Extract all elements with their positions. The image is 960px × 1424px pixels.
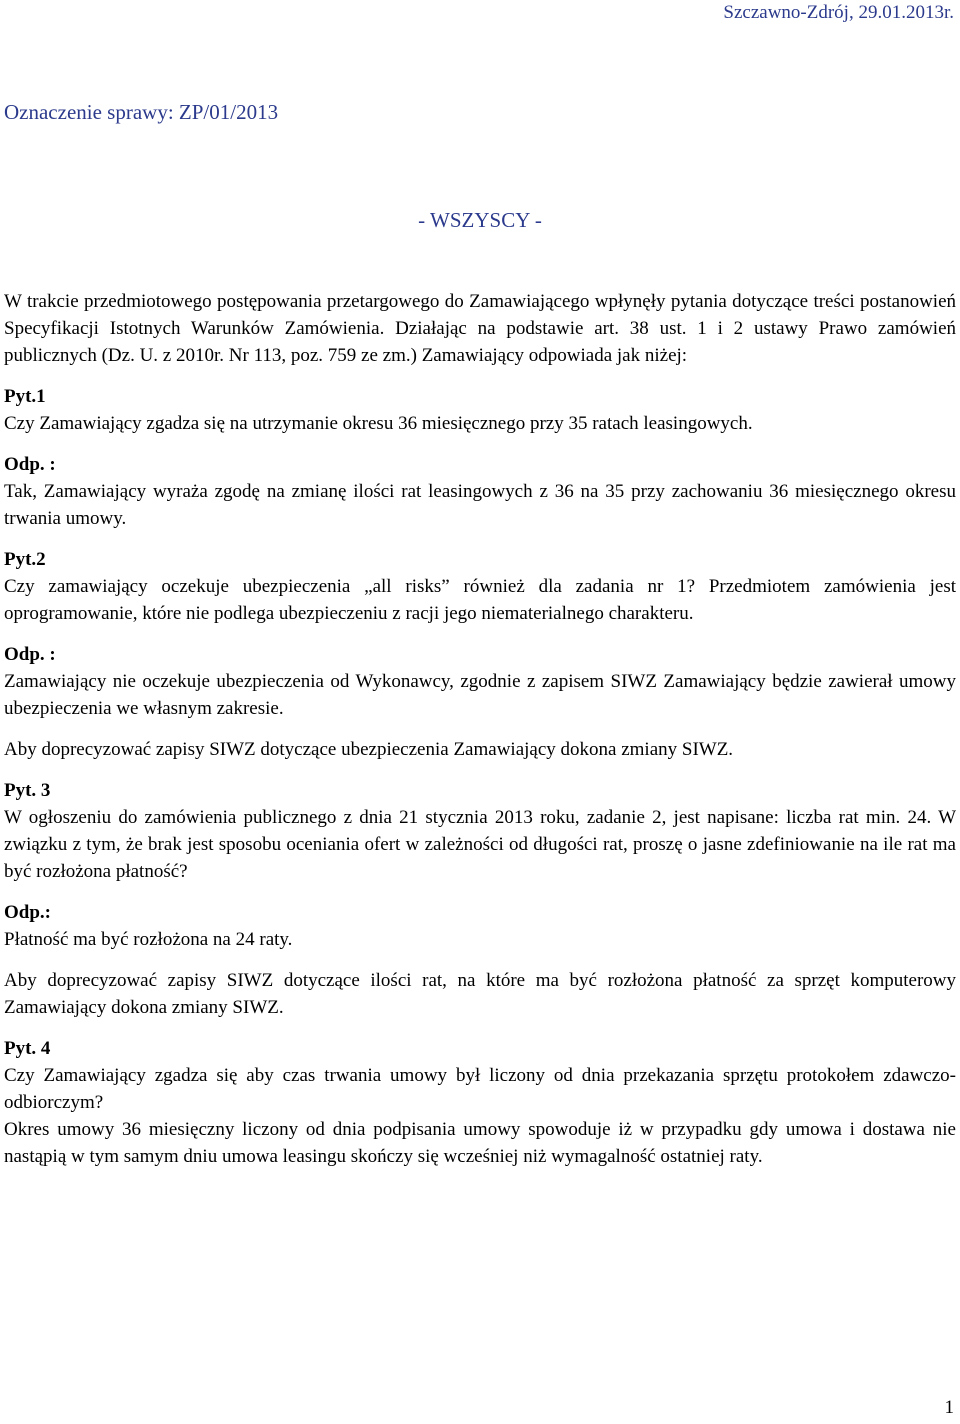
answer-label: Odp. : (4, 454, 56, 475)
question-text: Czy Zamawiający zgadza się na utrzymanie okresu 36 miesięcznego przy 35 ratach leasingowych. (4, 413, 753, 434)
answer-label: Odp.: (4, 902, 51, 923)
qa-block-4 (4, 1035, 956, 1170)
answer-text: Okres umowy 36 miesięczny liczony od dnia podpisania umowy spowoduje iż w przypadku gdy umowa i dostawa nie nastąpią w tym samym dniu umowa leasingu skończy się wcześniej niż wymagalność ostatniej raty. (4, 1119, 956, 1167)
qa-block-3 (4, 777, 956, 1021)
question-text: W ogłoszeniu do zamówienia publicznego z dnia 21 stycznia 2013 roku, zadanie 2, jest napisane: liczba rat min. 24. W związku z tym, że brak jest sposobu oceniania ofert w zależności od długości rat, proszę o jasne zdefiniowanie na ile rat ma być rozłożona płatność? (4, 807, 956, 882)
answer-text: Zamawiający nie oczekuje ubezpieczenia od Wykonawcy, zgodnie z zapisem SIWZ Zamawiający będzie zawierał umowy ubezpieczenia we własnym zakresie. (4, 671, 956, 719)
intro-text: W trakcie przedmiotowego postępowania przetargowego do Zamawiającego wpłynęły pytania dotyczące treści postanowień Specyfikacji Istotnych Warunków Zamówienia. Działając na podstawie art. 38 ust. 1 i 2 ustawy Prawo zamówień publicznych (Dz. U. z 2010r. Nr 113, poz. 759 ze zm.) Zamawiający odpowiada jak niżej: (4, 291, 956, 366)
qa-block-2 (4, 546, 956, 763)
page-number: 1 (944, 1397, 954, 1418)
question-text: Czy zamawiający oczekuje ubezpieczenia „all risks” również dla zadania nr 1? Przedmiotem zamówienia jest oprogramowanie, które nie podlega ubezpieczeniu z racji jego niematerialnego charakteru. (4, 576, 956, 624)
question-label: Pyt. 3 (4, 780, 51, 801)
question-label: Pyt.1 (4, 386, 46, 407)
addressee-heading: - WSZYSCY - (418, 208, 542, 232)
answer-text: Tak, Zamawiający wyraża zgodę na zmianę ilości rat leasingowych z 36 na 35 przy zachowaniu 36 miesięcznego okresu trwania umowy. (4, 481, 956, 529)
answer-note: Aby doprecyzować zapisy SIWZ dotyczące ubezpieczenia Zamawiający dokona zmiany SIWZ. (4, 739, 734, 760)
document-date: Szczawno-Zdrój, 29.01.2013r. (723, 2, 954, 23)
document-body (4, 288, 956, 1170)
qa-block-1 (4, 383, 956, 532)
question-label: Pyt.2 (4, 549, 46, 570)
question-text: Czy Zamawiający zgadza się aby czas trwania umowy był liczony od dnia przekazania sprzętu protokołem zdawczo-odbiorczym? (4, 1065, 956, 1113)
answer-text: Płatność ma być rozłożona na 24 raty. (4, 929, 293, 950)
case-reference: Oznaczenie sprawy: ZP/01/2013 (4, 100, 279, 124)
intro-paragraph (4, 288, 956, 369)
answer-note: Aby doprecyzować zapisy SIWZ dotyczące ilości rat, na które ma być rozłożona płatność za sprzęt komputerowy Zamawiający dokona zmiany SIWZ. (4, 970, 956, 1018)
question-label: Pyt. 4 (4, 1038, 51, 1059)
answer-label: Odp. : (4, 644, 56, 665)
